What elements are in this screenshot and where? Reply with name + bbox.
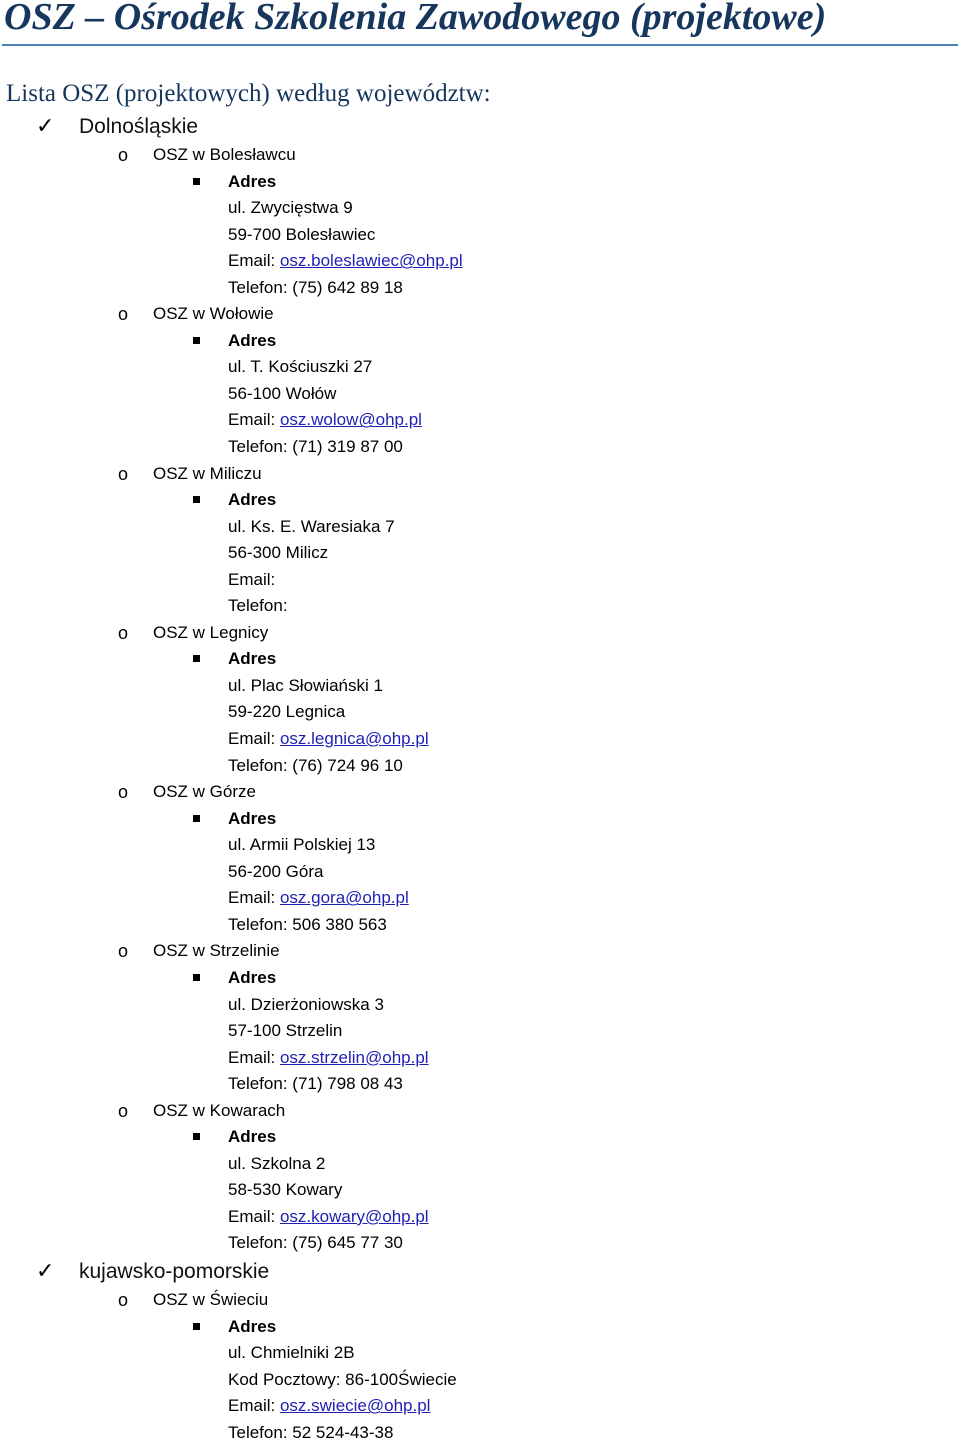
phone-row (0, 1420, 960, 1446)
address-label: Adres (228, 1127, 277, 1147)
phone-row (0, 753, 960, 780)
phone-label: Telefon: (228, 437, 288, 457)
street: ul. Plac Słowiański 1 (228, 675, 383, 695)
street-row (0, 1340, 960, 1367)
phone-row (0, 912, 960, 939)
email-link[interactable]: osz.boleslawiec@ohp.pl (279, 251, 463, 271)
office-name: OSZ w Strzelinie (153, 941, 280, 961)
square-bullet-icon (193, 1323, 200, 1330)
office-name: OSZ w Bolesławcu (153, 145, 296, 164)
region-name: Dolnośląskie (79, 115, 199, 138)
square-bullet-icon (193, 974, 200, 981)
email-row (0, 248, 960, 275)
email-row (0, 407, 960, 434)
phone-value: 52 524-43-38 (292, 1422, 394, 1442)
checkmark-icon: ✓ (36, 114, 55, 139)
address-row (0, 328, 960, 355)
phone-row (0, 275, 960, 302)
phone-value: (76) 724 96 10 (292, 755, 403, 775)
email-link[interactable]: osz.legnica@ohp.pl (279, 729, 429, 749)
city: 57-100 Strzelin (228, 1021, 343, 1041)
email-link[interactable]: osz.swiecie@ohp.pl (279, 1396, 431, 1416)
phone-row (0, 1071, 960, 1098)
city: 56-200 Góra (228, 861, 324, 881)
office-item (0, 1287, 960, 1314)
address-row (0, 806, 960, 833)
address-label: Adres (228, 1316, 277, 1336)
office-name: OSZ w Świeciu (153, 1289, 269, 1309)
office-item (0, 142, 960, 169)
phone-row (0, 434, 960, 461)
phone-value: (71) 319 87 00 (292, 437, 403, 457)
city-row (0, 859, 960, 886)
office-name: OSZ w Wołowie (153, 304, 274, 324)
square-bullet-icon (193, 655, 200, 662)
square-bullet-icon (193, 178, 200, 185)
email-label: Email: (228, 410, 276, 430)
email-row (0, 1393, 960, 1420)
email-label: Email: (228, 1047, 276, 1067)
city: 59-700 Bolesławiec (228, 224, 376, 244)
city-row (0, 381, 960, 408)
address-label: Adres (228, 967, 277, 987)
office-item (0, 938, 960, 965)
city-row (0, 540, 960, 567)
email-label: Email: (228, 1396, 276, 1416)
street-row (0, 992, 960, 1019)
page-title: OSZ – Ośrodek Szkolenia Zawodowego (projektowe) (4, 0, 827, 38)
city-row (0, 222, 960, 249)
phone-label: Telefon: (228, 277, 288, 297)
phone-label: Telefon: (228, 1074, 288, 1094)
street-row (0, 1151, 960, 1178)
office-name: OSZ w Miliczu (153, 463, 262, 483)
office-name: OSZ w Legnicy (153, 622, 269, 642)
city-row (0, 699, 960, 726)
email-row (0, 1045, 960, 1072)
circle-bullet-icon: o (118, 782, 129, 803)
phone-label: Telefon: (228, 1233, 288, 1253)
office-item (0, 1098, 960, 1125)
square-bullet-icon (193, 815, 200, 822)
circle-bullet-icon: o (118, 1100, 129, 1121)
office-item (0, 620, 960, 647)
city-row (0, 1018, 960, 1045)
email-link[interactable]: osz.strzelin@ohp.pl (279, 1047, 429, 1067)
phone-row (0, 1230, 960, 1257)
square-bullet-icon (193, 496, 200, 503)
city-row (0, 1367, 960, 1394)
street: ul. Ks. E. Waresiaka 7 (228, 516, 395, 536)
address-label: Adres (228, 171, 277, 191)
office-item (0, 779, 960, 806)
address-row (0, 1314, 960, 1341)
region-list (0, 112, 960, 1446)
city: 59-220 Legnica (228, 702, 346, 722)
email-label: Email: (228, 251, 276, 271)
street: ul. Armii Polskiej 13 (228, 835, 376, 855)
street-row (0, 195, 960, 222)
email-row (0, 567, 960, 594)
street: ul. Dzierżoniowska 3 (228, 994, 384, 1014)
office-item (0, 301, 960, 328)
phone-value: (71) 798 08 43 (292, 1074, 403, 1094)
city: Kod Pocztowy: 86-100Świecie (228, 1369, 457, 1389)
phone-value: (75) 642 89 18 (292, 277, 403, 297)
circle-bullet-icon: o (118, 304, 129, 325)
email-link[interactable]: osz.gora@ohp.pl (279, 888, 409, 908)
address-label: Adres (228, 490, 277, 510)
office-name: OSZ w Górze (153, 782, 256, 802)
region-name: kujawsko-pomorskie (79, 1259, 270, 1283)
square-bullet-icon (193, 1133, 200, 1140)
email-label: Email: (228, 569, 276, 589)
phone-label: Telefon: (228, 755, 288, 775)
region-item (0, 112, 960, 142)
email-link[interactable]: osz.wolow@ohp.pl (279, 410, 422, 430)
address-label: Adres (228, 330, 277, 350)
street: ul. Szkolna 2 (228, 1153, 326, 1173)
email-link[interactable]: osz.kowary@ohp.pl (279, 1206, 429, 1226)
address-row (0, 1124, 960, 1151)
email-label: Email: (228, 888, 276, 908)
street-row (0, 673, 960, 700)
address-row (0, 965, 960, 992)
street-row (0, 832, 960, 859)
email-row (0, 1204, 960, 1231)
checkmark-icon: ✓ (36, 1258, 55, 1284)
email-row (0, 726, 960, 753)
street-row (0, 514, 960, 541)
address-row (0, 169, 960, 196)
address-row (0, 487, 960, 514)
circle-bullet-icon: o (118, 145, 129, 165)
city-row (0, 1177, 960, 1204)
circle-bullet-icon: o (118, 1289, 129, 1310)
street: ul. T. Kościuszki 27 (228, 357, 373, 377)
email-row (0, 885, 960, 912)
square-bullet-icon (193, 337, 200, 344)
phone-value: 506 380 563 (292, 914, 387, 934)
circle-bullet-icon: o (118, 463, 129, 484)
office-item (0, 461, 960, 488)
circle-bullet-icon: o (118, 941, 129, 962)
city: 56-100 Wołów (228, 383, 337, 403)
city: 56-300 Milicz (228, 543, 329, 563)
phone-label: Telefon: (228, 1422, 288, 1442)
street-row (0, 354, 960, 381)
address-label: Adres (228, 649, 277, 669)
email-label: Email: (228, 729, 276, 749)
phone-label: Telefon: (228, 596, 288, 616)
phone-row (0, 593, 960, 620)
email-label: Email: (228, 1206, 276, 1226)
circle-bullet-icon: o (118, 622, 129, 643)
street: ul. Zwycięstwa 9 (228, 198, 353, 218)
title-underline (2, 44, 958, 46)
address-row (0, 646, 960, 673)
address-label: Adres (228, 808, 277, 828)
city: 58-530 Kowary (228, 1180, 343, 1200)
street: ul. Chmielniki 2B (228, 1343, 355, 1363)
phone-label: Telefon: (228, 914, 288, 934)
phone-value: (75) 645 77 30 (292, 1233, 403, 1253)
region-item (0, 1257, 960, 1287)
list-heading: Lista OSZ (projektowych) według województw: (6, 80, 491, 107)
office-name: OSZ w Kowarach (153, 1100, 286, 1120)
